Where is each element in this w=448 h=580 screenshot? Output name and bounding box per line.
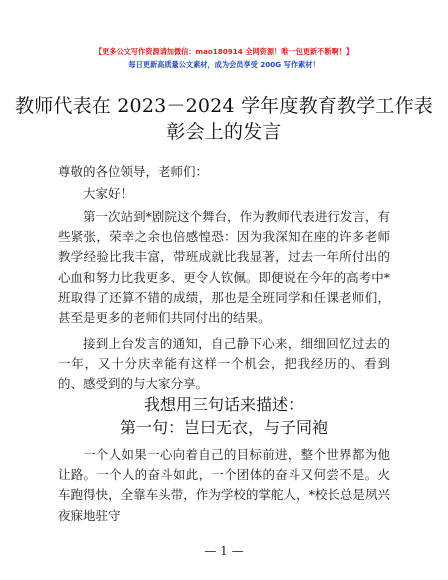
promo-banner <box>0 46 448 71</box>
salutation: 尊敬的各位领导，老师们： <box>58 164 209 179</box>
promo-banner-line-2: 每日更新高质量公文素材，成为会员享受 200G 写作素材！ <box>128 60 320 69</box>
promo-banner-line-1: 【更多公文写作资源请加微信：mao180914 全网资源！唯一包更新不断啊！】 <box>94 47 354 56</box>
body-paragraph-2: 接到上台发言的通知，自己静下心来，细细回忆过去的一年，又十分庆幸能有这样一个机会，把我经历的、看到的、感受到的与大家分享。 <box>58 336 390 392</box>
document-title-line-1: 教师代表在 2023－2024 学年度教育教学工作表 <box>15 95 433 117</box>
section-heading-main: 我想用三句话来描述： <box>143 395 304 414</box>
body-paragraph-3: 一个人如果一心向着自己的目标前进，整个世界都为他让路。一个人的奋斗如此，一个团体的奋斗又何尝不是。火车跑得快，全靠车头带，作为学校的掌舵人，*校长总是夙兴夜寐地驻守 <box>58 447 390 523</box>
body-paragraph-1: 第一次站到*剧院这个舞台，作为教师代表进行发言，有些紧张，荣幸之余也倍感惶恐：因为我深知在座的许多老师教学经验比我丰富，带班成就比我显著，过去一年所付出的心血和努力比我更多、更令人钦佩。即便说在今年的高考中*班取得了还算不错的成绩，那也是全班同学和任课老师们，甚至是更多的老师们共同付出的结果。 <box>58 209 390 326</box>
greeting: 大家好！ <box>83 186 134 201</box>
document-title-line-2: 彰会上的发言 <box>166 121 282 143</box>
section-heading-first: 第一句：岂曰无衣，与子同袍 <box>119 418 328 437</box>
page-number: — 1 — <box>204 544 244 558</box>
